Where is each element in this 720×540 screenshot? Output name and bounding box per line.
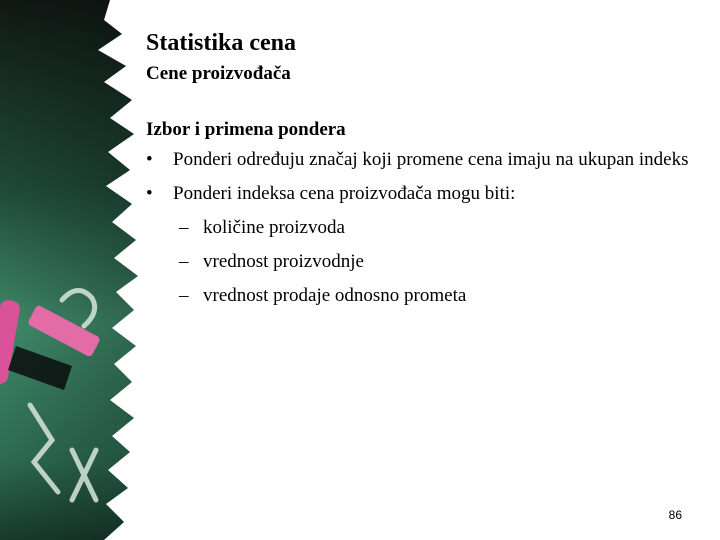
bullet-marker: •: [146, 183, 153, 204]
sub-bullet-item: [146, 216, 706, 240]
sub-bullet-text: vrednost prodaje odnosno prometa: [203, 285, 467, 306]
page-number: 86: [668, 508, 682, 522]
slide-content: [146, 28, 706, 308]
sub-bullet-marker: –: [179, 251, 189, 272]
sub-bullet-marker: –: [179, 285, 189, 306]
bullet-text: Ponderi indeksa cena proizvođača mogu biti:: [173, 183, 516, 204]
sub-bullet-item: [146, 284, 706, 308]
slide-title: Statistika cena: [146, 30, 296, 56]
sub-bullet-marker: –: [179, 217, 189, 238]
slide-subtitle: Cene proizvođača: [146, 63, 291, 84]
sub-bullet-item: [146, 250, 706, 274]
bullet-marker: •: [146, 149, 153, 170]
section-heading: Izbor i primena pondera: [146, 119, 346, 140]
chalkboard-decoration: [0, 0, 140, 540]
chalkboard-shade: [0, 0, 138, 540]
sub-bullet-text: količine proizvoda: [203, 217, 345, 238]
bullet-text: Ponderi određuju značaj koji promene cena imaju na ukupan indeks: [173, 149, 689, 170]
bullet-item: [146, 148, 706, 172]
sub-bullet-text: vrednost proizvodnje: [203, 251, 364, 272]
bullet-item: [146, 182, 706, 206]
